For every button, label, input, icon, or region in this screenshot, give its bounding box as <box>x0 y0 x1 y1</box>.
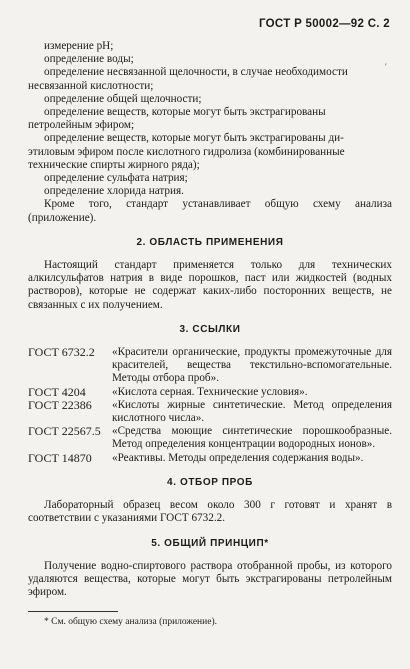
section-5-title: 5. ОБЩИЙ ПРИНЦИП* <box>151 537 269 549</box>
reference-text: «Красители органические, продукты промежуточные для красителей, вещества текстильно-вспомогательные. Методы отбора проб». <box>112 346 392 385</box>
section-4-title: 4. ОТБОР ПРОБ <box>167 476 253 488</box>
reference-row <box>28 452 392 465</box>
reference-code: ГОСТ 14870 <box>28 450 92 465</box>
page-content <box>28 40 392 630</box>
reference-row <box>28 346 392 386</box>
margin-mark: ' <box>385 62 387 72</box>
references-list <box>28 346 392 465</box>
reference-text: «Реактивы. Методы определения содержания воды». <box>112 451 364 464</box>
list-item: технические спирты жирного ряда); <box>28 158 200 171</box>
list-item: определение веществ, которые могут быть экстрагированы <box>44 106 326 119</box>
footnote-divider <box>28 611 118 612</box>
list-item: этиловым эфиром после кислотного гидролиза (комбинированные <box>28 145 345 158</box>
list-item: измерение pH; <box>44 40 114 52</box>
reference-code: ГОСТ 6732.2 <box>28 345 95 360</box>
list-item: несвязанной кислотности; <box>28 79 154 92</box>
intro-list <box>28 40 392 225</box>
list-item: определение хлорида натрия. <box>44 185 184 198</box>
section-4-text: Лабораторный образец весом около 300 г готовят и хранят в соответствии с указаниями ГОСТ 6732.2. <box>28 499 392 525</box>
reference-code: ГОСТ 22567.5 <box>28 424 101 439</box>
reference-row <box>28 425 392 451</box>
section-3-title: 3. ССЫЛКИ <box>179 323 241 335</box>
reference-row <box>28 399 392 425</box>
intro-closing: Кроме того, стандарт устанавливает общую схему анализа (приложение). <box>28 198 392 224</box>
reference-text: «Кислоты жирные синтетические. Метод определения кислотного числа». <box>112 398 392 425</box>
list-item: петролейным эфиром; <box>28 119 135 132</box>
reference-text: «Средства моющие синтетические порошкообразные. Метод определения концентрации водородных ионов». <box>112 425 392 451</box>
footnote: * См. общую схему анализа (приложение). <box>44 617 217 628</box>
reference-code: ГОСТ 4204 <box>28 384 86 399</box>
section-5-text: Получение водно-спиртового раствора отобранной пробы, из которого удаляются вещества, которые могут быть экстрагированы петролейным эфиром. <box>28 559 392 599</box>
section-2-text: Настоящий стандарт применяется только для технических алкилсульфатов натрия в виде порошков, паст или жидкостей (водных растворов), которые не содержат каких-либо посторонних веществ, не связанных с их получением. <box>28 259 392 311</box>
list-item: определение общей щелочности; <box>44 92 202 105</box>
list-item: определение воды; <box>44 53 134 66</box>
page-header: ГОСТ Р 50002—92 С. 2 <box>259 18 390 30</box>
list-item: определение сульфата натрия; <box>44 172 188 185</box>
list-item: определение несвязанной щелочности, в случае необходимости <box>44 66 348 79</box>
reference-code: ГОСТ 22386 <box>28 397 92 412</box>
reference-text: «Кислота серная. Технические условия». <box>112 385 308 398</box>
list-item: определение веществ, которые могут быть экстрагированы ди- <box>44 132 344 145</box>
section-2-title: 2. ОБЛАСТЬ ПРИМЕНЕНИЯ <box>136 236 284 248</box>
reference-row <box>28 386 392 399</box>
